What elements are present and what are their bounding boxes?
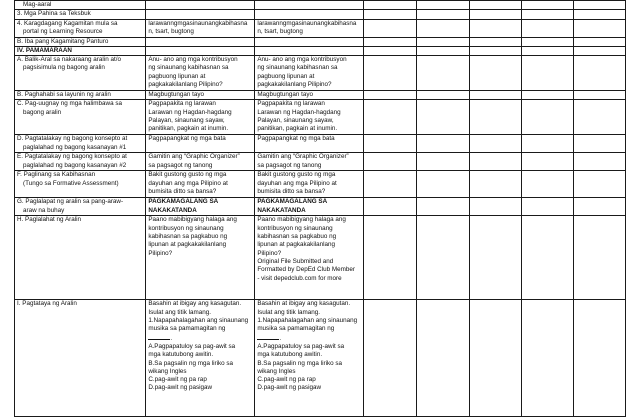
empty-day-cell (522, 135, 574, 153)
day-one-content-line: Larawan ng Hagdan-hagdang (148, 108, 232, 116)
empty-day-cell (364, 300, 417, 417)
day-one-content-line: A.Pagpapatuloy sa pag-awit sa (148, 342, 236, 350)
plan-row-konsepto1 (15, 135, 626, 153)
day-two-content-line: panitikan, pagkain at inumin. (257, 125, 338, 133)
row-label-line: paglalahad ng bagong kasanayan #1 (23, 143, 127, 151)
empty-day-cell (417, 91, 470, 100)
day-two-content-line: Gamitin ang “Graphic Organizer” (257, 153, 349, 161)
day-one-content-line: Gamitin ang “Graphic Organizer” (148, 153, 240, 161)
row-label-line: IV. PAMAMARAAN (17, 46, 72, 54)
row-label-cell (15, 1, 146, 10)
row-label-cell (15, 56, 146, 91)
day-two-content-cell (255, 19, 364, 37)
empty-day-cell (417, 198, 470, 216)
row-label-cell (15, 10, 146, 19)
plan-row-halimbawa (15, 100, 626, 135)
day-one-content-cell (146, 1, 255, 10)
row-label-line: (Tungo sa Formative Assessment) (23, 179, 119, 187)
day-one-content-line: kontribusyon ng sinaunang (148, 224, 224, 232)
row-label-line: araw na buhay (23, 206, 65, 214)
day-two-content-line: - visit depedclub.com for more (257, 274, 342, 282)
day-two-content-cell (255, 37, 364, 46)
row-label-line: E. Pagtatalakay ng bagong konsepto at (17, 153, 127, 161)
empty-day-cell (574, 135, 626, 153)
row-label-line: G. Paglalapat ng aralin sa pang-araw- (17, 198, 124, 206)
day-one-content-cell (146, 198, 255, 216)
day-two-content-line: Anu- ano ang mga kontribusyon (257, 56, 347, 64)
empty-day-cell (470, 56, 522, 91)
day-one-content-line: Basahin at ibigay ang kasagutan. (148, 300, 242, 308)
day-two-content-cell (255, 46, 364, 55)
day-two-content-line: PAGKAMAGALANG SA (257, 198, 328, 206)
plan-row-kabihasnan (15, 171, 626, 198)
empty-day-cell (522, 19, 574, 37)
empty-day-cell (574, 198, 626, 216)
lesson-plan-table (14, 0, 626, 417)
day-two-content-line: Pagpapakita ng larawan (257, 100, 325, 108)
day-one-content-line: Magbugtungan tayo (148, 91, 205, 99)
day-one-content-cell (146, 171, 255, 198)
empty-day-cell (574, 56, 626, 91)
day-one-content-line: mga katutubong awitin. (148, 351, 214, 359)
empty-day-cell (417, 56, 470, 91)
empty-day-cell (574, 300, 626, 417)
day-one-content-line: lipunan at pagkakakilanlang (148, 241, 227, 249)
day-one-content-line: NAKAKATANDA (148, 206, 197, 214)
empty-day-cell (417, 153, 470, 171)
day-one-content-line: Pagpapakita ng larawan (148, 100, 216, 108)
plan-row-karagdagang (15, 19, 626, 37)
day-two-content-line: Larawan ng Hagdan-hagdang (257, 108, 341, 116)
empty-day-cell (470, 135, 522, 153)
empty-day-cell (470, 100, 522, 135)
day-one-content-line: n, tsart, bugtong (148, 27, 194, 35)
plan-row-balik-aral (15, 56, 626, 91)
empty-day-cell (470, 46, 522, 55)
day-two-content-cell (255, 10, 364, 19)
empty-day-cell (522, 171, 574, 198)
empty-day-cell (522, 1, 574, 10)
empty-day-cell (470, 171, 522, 198)
row-label-cell (15, 216, 146, 300)
empty-day-cell (364, 198, 417, 216)
day-one-content-line: pagkakakilanlang Pilipino? (148, 81, 223, 89)
empty-day-cell (364, 135, 417, 153)
day-one-content-line: Pagpapangkat ng mga bata (148, 135, 226, 143)
day-one-content-cell (146, 300, 255, 417)
day-one-content-line: . (148, 334, 252, 343)
empty-day-cell (470, 198, 522, 216)
day-one-content-line: Bakit gustong gusto ng mga (148, 171, 227, 179)
day-one-content-cell (146, 56, 255, 91)
plan-row-paglalahat (15, 216, 626, 300)
empty-day-cell (417, 10, 470, 19)
day-two-content-cell (255, 100, 364, 135)
day-two-content-line: Pilipino? (257, 249, 282, 257)
day-two-content-line: Palayan, sinaunang sayaw, (257, 117, 334, 125)
day-two-content-line: ng sinaunang kabihasnan sa (257, 64, 338, 72)
row-label-cell (15, 46, 146, 55)
day-one-content-line: B.Sa pagsalin ng mga liriko sa (148, 359, 234, 367)
empty-day-cell (364, 19, 417, 37)
plan-row-mag-aaral (15, 1, 626, 10)
row-label-cell (15, 300, 146, 417)
row-label-cell (15, 198, 146, 216)
row-label-line: B. Paghahabi sa layunin ng aralin (17, 91, 111, 99)
empty-day-cell (574, 19, 626, 37)
day-two-content-cell (255, 216, 364, 300)
empty-day-cell (417, 1, 470, 10)
row-label-cell (15, 37, 146, 46)
day-two-content-line: B.Sa pagsalin ng mga liriko sa (257, 359, 343, 367)
empty-day-cell (574, 10, 626, 19)
row-label-line: I. Pagtataya ng Aralin (17, 300, 77, 308)
day-one-content-line: wikang Ingles (148, 367, 187, 375)
day-one-content-line: kabihasnan sa pagkabuo ng (148, 233, 228, 241)
day-two-content-line: Isulat ang titik lamang. (257, 308, 320, 316)
empty-day-cell (470, 216, 522, 300)
row-label-cell (15, 171, 146, 198)
empty-day-cell (364, 171, 417, 198)
day-two-content-line: kontribusyon ng sinaunang (257, 224, 333, 232)
empty-day-cell (574, 37, 626, 46)
plan-row-paglalapat (15, 198, 626, 216)
day-one-content-line: Pilipino? (148, 249, 173, 257)
answer-blank (257, 334, 279, 340)
empty-day-cell (417, 37, 470, 46)
day-one-content-line: Isulat ang titik lamang. (148, 308, 212, 316)
empty-day-cell (522, 100, 574, 135)
row-label-line: C. Pag-uugnay ng mga halimbawa sa (17, 100, 123, 108)
empty-day-cell (574, 216, 626, 300)
day-one-content-cell (146, 37, 255, 46)
empty-day-cell (522, 56, 574, 91)
day-one-content-line: bumisita ditto sa bansa? (148, 188, 217, 196)
empty-day-cell (574, 1, 626, 10)
day-one-content-cell (146, 100, 255, 135)
day-two-content-cell (255, 1, 364, 10)
empty-day-cell (470, 10, 522, 19)
plan-row-layunin (15, 91, 626, 100)
empty-day-cell (522, 10, 574, 19)
day-two-content-line: pagbuong lipunan at (257, 72, 315, 80)
empty-day-cell (522, 91, 574, 100)
empty-day-cell (364, 46, 417, 55)
empty-day-cell (470, 37, 522, 46)
empty-day-cell (522, 198, 574, 216)
empty-day-cell (417, 216, 470, 300)
day-one-content-cell (146, 46, 255, 55)
day-two-content-line: . (257, 334, 361, 343)
day-two-content-line: sa pagsagot ng tanong (257, 161, 322, 169)
day-two-content-line: musika sa pamamagitan ng (257, 325, 335, 333)
day-two-content-cell (255, 171, 364, 198)
plan-row-pahina (15, 10, 626, 19)
day-one-content-cell (146, 91, 255, 100)
row-label-line: Mag-aaral (23, 1, 52, 8)
day-one-content-line: D.pag-awit ng pasigaw (148, 384, 213, 392)
day-two-content-line: D.pag-awit ng pasigaw (257, 384, 322, 392)
day-one-content-cell (146, 19, 255, 37)
row-label-cell (15, 153, 146, 171)
day-two-content-line: Magbugtungan tayo (257, 91, 313, 99)
row-label-cell (15, 91, 146, 100)
day-two-content-line: wikang Ingles (257, 367, 296, 375)
day-one-content-cell (146, 10, 255, 19)
day-two-content-cell (255, 135, 364, 153)
day-two-content-line: Formatted by DepEd Club Member (257, 266, 355, 274)
empty-day-cell (574, 171, 626, 198)
day-one-content-line: Anu- ano ang mga kontribusyon (148, 56, 238, 64)
day-one-content-line: ng sinaunang kabihasnan sa (148, 64, 229, 72)
empty-day-cell (364, 153, 417, 171)
day-two-content-cell (255, 300, 364, 417)
day-one-content-cell (146, 135, 255, 153)
day-one-content-line: Paano mabibigyang halaga ang (148, 216, 237, 224)
day-one-content-line: panitikan, pagkain at inumin. (148, 125, 229, 133)
empty-day-cell (417, 19, 470, 37)
day-one-content-line: PAGKAMAGALANG SA (148, 198, 219, 206)
day-two-content-line: pagkakakilanlang Pilipino? (257, 81, 332, 89)
empty-day-cell (417, 135, 470, 153)
row-label-cell (15, 135, 146, 153)
plan-row-konsepto2 (15, 153, 626, 171)
day-one-content-line: pagbuong lipunan at (148, 72, 206, 80)
empty-day-cell (522, 37, 574, 46)
row-label-line: B. Iba pang Kagamitang Panturo (17, 37, 109, 45)
answer-blank (148, 334, 170, 340)
empty-day-cell (470, 153, 522, 171)
empty-day-cell (470, 19, 522, 37)
empty-day-cell (417, 100, 470, 135)
plan-row-pagtataya (15, 300, 626, 417)
day-one-content-line: dayuhan ang mga Pilipino at (148, 179, 228, 187)
empty-day-cell (364, 10, 417, 19)
day-two-content-line: 1.Napapahalagahan ang sinaunang (257, 317, 358, 325)
day-two-content-line: A.Pagpapatuloy sa pag-awit sa (257, 342, 345, 350)
day-two-content-cell (255, 56, 364, 91)
day-two-content-line: Bakit gustong gusto ng mga (257, 171, 336, 179)
empty-day-cell (522, 46, 574, 55)
day-one-content-line: 1.Napapahalagahan ang sinaunang (148, 317, 249, 325)
empty-day-cell (417, 171, 470, 198)
row-label-cell (15, 100, 146, 135)
day-one-content-line: larawanngmgasinaunangkabihasna (148, 19, 248, 27)
empty-day-cell (364, 37, 417, 46)
row-label-line: A. Balik-Aral sa nakaraang aralin at/o (17, 56, 121, 64)
day-one-content-line: sa pagsagot ng tanong (148, 161, 213, 169)
day-two-content-line: Original File Submitted and (257, 257, 334, 265)
row-label-line: portal ng Learning Resource (23, 27, 103, 35)
day-two-content-line: mga katutubong awitin. (257, 351, 323, 359)
day-two-content-line: NAKAKATANDA (257, 206, 306, 214)
day-two-content-line: Paano mabibigyang halaga ang (257, 216, 346, 224)
row-label-line: pagsisimula ng bagong aralin (23, 64, 105, 72)
plan-row-pamamaraan (15, 46, 626, 55)
row-label-line: 4. Karagdagang Kagamitan mula sa (17, 19, 118, 27)
empty-day-cell (574, 91, 626, 100)
empty-day-cell (574, 153, 626, 171)
day-two-content-line: dayuhan ang mga Pilipino at (257, 179, 337, 187)
day-one-content-cell (146, 153, 255, 171)
day-two-content-line: bumisita ditto sa bansa? (257, 188, 326, 196)
day-one-content-line: C.pag-awit ng pa rap (148, 376, 207, 384)
row-label-line: 3. Mga Pahina sa Teksbuk (17, 10, 91, 18)
empty-day-cell (574, 100, 626, 135)
day-one-content-line: musika sa pamamagitan ng (148, 325, 226, 333)
day-two-content-line: larawanngmgasinaunangkabihasna (257, 19, 357, 27)
empty-day-cell (364, 216, 417, 300)
day-two-content-line: C.pag-awit ng pa rap (257, 376, 316, 384)
day-two-content-line: n, tsart, bugtong (257, 27, 303, 35)
row-label-line: bagong aralin (23, 108, 62, 116)
empty-day-cell (364, 91, 417, 100)
row-label-line: F. Paglinang sa Kabihasnan (17, 171, 96, 179)
row-label-line: D. Pagtatalakay ng bagong konsepto at (17, 135, 128, 143)
day-one-content-cell (146, 216, 255, 300)
row-label-cell (15, 19, 146, 37)
empty-day-cell (364, 56, 417, 91)
row-label-line: H. Paglalahat ng Aralin (17, 216, 82, 224)
empty-day-cell (574, 46, 626, 55)
day-two-content-cell (255, 91, 364, 100)
day-two-content-cell (255, 153, 364, 171)
empty-day-cell (470, 1, 522, 10)
empty-day-cell (417, 46, 470, 55)
day-two-content-line: Pagpapangkat ng mga bata (257, 135, 335, 143)
empty-day-cell (364, 1, 417, 10)
day-one-content-line: Palayan, sinaunang sayaw, (148, 117, 225, 125)
day-two-content-cell (255, 198, 364, 216)
empty-day-cell (522, 153, 574, 171)
day-two-content-line: kabihasnan sa pagkabuo ng (257, 233, 337, 241)
row-label-line: paglalahad ng bagong kasanayan #2 (23, 161, 127, 169)
lesson-plan-body (15, 1, 626, 417)
day-two-content-line: lipunan at pagkakakilanlang (257, 241, 336, 249)
empty-day-cell (417, 300, 470, 417)
empty-day-cell (470, 91, 522, 100)
day-two-content-line: Basahin at ibigay ang kasagutan. (257, 300, 351, 308)
empty-day-cell (522, 300, 574, 417)
empty-day-cell (470, 300, 522, 417)
empty-day-cell (522, 216, 574, 300)
empty-day-cell (364, 100, 417, 135)
plan-row-iba-pang (15, 37, 626, 46)
